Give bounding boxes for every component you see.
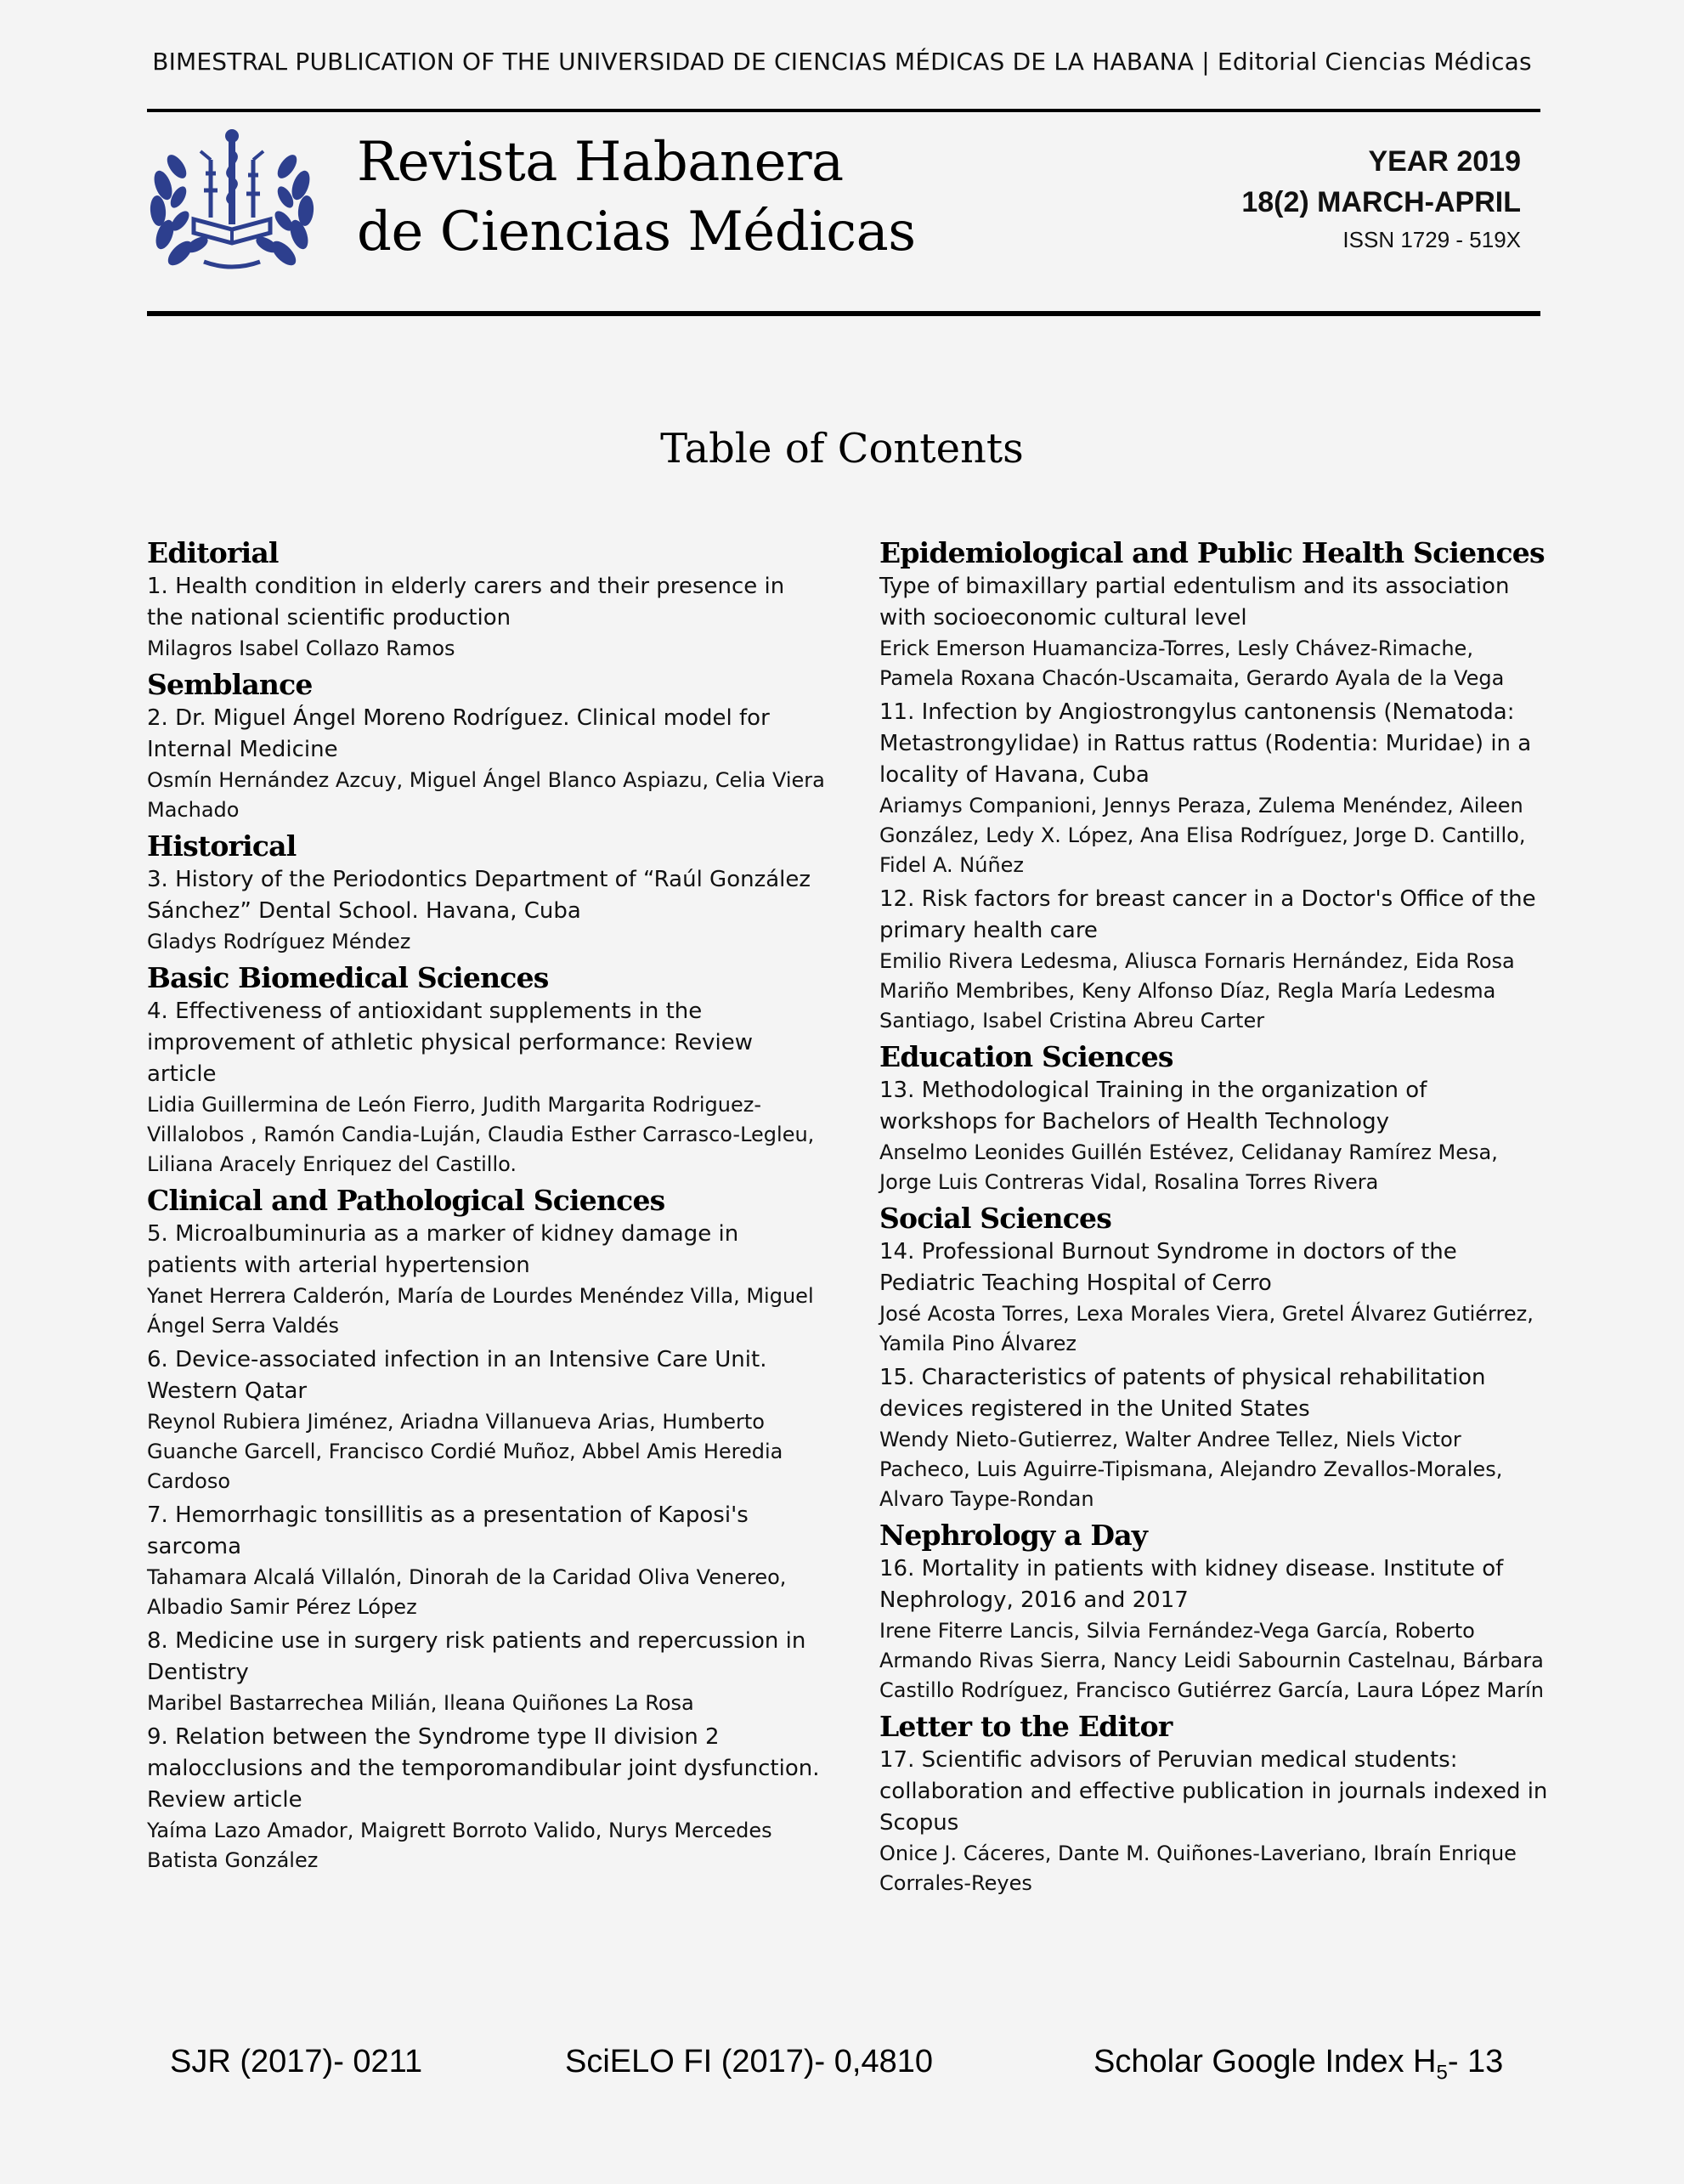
article-entry[interactable]	[147, 571, 827, 664]
article-authors: Wendy Nieto-Gutierrez, Walter Andree Tellez, Niels Victor Pacheco, Luis Aguirre-Tipismana, Alejandro Zevallos-Morales, Alvaro Taype-Rondan	[879, 1428, 1503, 1511]
header-bottom-rule	[147, 311, 1540, 316]
issue-year: YEAR 2019	[1368, 145, 1521, 178]
article-title[interactable]: 2. Dr. Miguel Ángel Moreno Rodríguez. Clinical model for Internal Medicine	[147, 705, 770, 762]
article-entry[interactable]	[879, 1745, 1551, 1898]
scielo-metric: SciELO FI (2017)- 0,4810	[565, 2044, 933, 2079]
article-entry[interactable]	[147, 1626, 827, 1718]
article-entry[interactable]	[879, 571, 1551, 693]
article-authors: Onice J. Cáceres, Dante M. Quiñones-Laveriano, Ibraín Enrique Corrales-Reyes	[879, 1842, 1517, 1895]
toc-left-column	[147, 535, 827, 1879]
section-education-sciences	[879, 1039, 1551, 1197]
section-heading: Semblance	[147, 668, 313, 701]
section-social-sciences	[879, 1201, 1551, 1514]
article-authors: Ariamys Companioni, Jennys Peraza, Zulema Menéndez, Aileen González, Ledy X. López, Ana Elisa Rodríguez, Jorge D. Cantillo, Fidel A. Núñez	[879, 794, 1526, 877]
scholar-subscript: 5	[1436, 2061, 1448, 2085]
section-epidemiological-public-health	[879, 535, 1551, 1036]
article-title[interactable]: 16. Mortality in patients with kidney disease. Institute of Nephrology, 2016 and 2017	[879, 1556, 1504, 1613]
article-entry[interactable]	[879, 697, 1551, 880]
article-authors: Tahamara Alcalá Villalón, Dinorah de la Caridad Oliva Venereo, Albadio Samir Pérez López	[147, 1565, 787, 1619]
article-authors: José Acosta Torres, Lexa Morales Viera, Gretel Álvarez Gutiérrez, Yamila Pino Álvarez	[879, 1302, 1534, 1355]
article-title[interactable]: 5. Microalbuminuria as a marker of kidney damage in patients with arterial hypertension	[147, 1221, 739, 1278]
article-entry[interactable]	[147, 1500, 827, 1622]
section-heading: Basic Biomedical Sciences	[147, 961, 549, 994]
journal-masthead	[357, 127, 916, 267]
issue-volume: 18(2) MARCH-APRIL	[1241, 186, 1521, 218]
article-authors: Osmín Hernández Azcuy, Miguel Ángel Blanco Aspiazu, Celia Viera Machado	[147, 768, 825, 822]
section-clinical-pathological-sciences	[147, 1183, 827, 1876]
publication-banner: BIMESTRAL PUBLICATION OF THE UNIVERSIDAD DE CIENCIAS MÉDICAS DE LA HABANA | Editorial Ciencias Médicas	[152, 48, 1532, 76]
article-title[interactable]: 3. History of the Periodontics Department of “Raúl González Sánchez” Dental School. Havana, Cuba	[147, 867, 811, 924]
section-editorial	[147, 535, 827, 664]
issn-number: ISSN 1729 - 519X	[1342, 227, 1521, 252]
article-authors: Anselmo Leonides Guillén Estévez, Celidanay Ramírez Mesa, Jorge Luis Contreras Vidal, Rosalina Torres Rivera	[879, 1140, 1498, 1194]
article-authors: Reynol Rubiera Jiménez, Ariadna Villanueva Arias, Humberto Guanche Garcell, Francisco Cordié Muñoz, Abbel Amis Heredia Cardoso	[147, 1410, 783, 1493]
article-entry[interactable]	[879, 1075, 1551, 1197]
section-heading: Editorial	[147, 536, 279, 569]
article-entry[interactable]	[879, 1236, 1551, 1359]
article-title[interactable]: 6. Device-associated infection in an Intensive Care Unit. Western Qatar	[147, 1347, 767, 1404]
article-title[interactable]: 9. Relation between the Syndrome type II division 2 malocclusions and the temporomandibular joint dysfunction. Review article	[147, 1724, 820, 1813]
article-authors: Erick Emerson Huamanciza-Torres, Lesly Chávez-Rimache, Pamela Roxana Chacón-Uscamaita, Gerardo Ayala de la Vega	[879, 637, 1505, 690]
article-authors: Gladys Rodríguez Méndez	[147, 930, 411, 953]
toc-right-column	[879, 535, 1551, 1902]
section-heading: Historical	[147, 829, 297, 863]
article-title[interactable]: 15. Characteristics of patents of physical rehabilitation devices registered in the United States	[879, 1365, 1486, 1422]
article-title[interactable]: 12. Risk factors for breast cancer in a Doctor's Office of the primary health care	[879, 886, 1536, 943]
article-entry[interactable]	[879, 1553, 1551, 1706]
section-heading: Education Sciences	[879, 1040, 1173, 1073]
article-authors: Yanet Herrera Calderón, María de Lourdes Menéndez Villa, Miguel Ángel Serra Valdés	[147, 1284, 814, 1338]
journal-title-line2: de Ciencias Médicas	[357, 201, 916, 263]
article-entry[interactable]	[147, 1344, 827, 1497]
article-authors: Yaíma Lazo Amador, Maigrett Borroto Valido, Nurys Mercedes Batista González	[147, 1819, 772, 1872]
article-title[interactable]: Type of bimaxillary partial edentulism and its association with socioeconomic cultural level	[879, 574, 1510, 631]
sjr-metric: SJR (2017)- 0211	[170, 2044, 423, 2079]
article-authors: Milagros Isabel Collazo Ramos	[147, 637, 455, 660]
section-heading: Social Sciences	[879, 1202, 1111, 1235]
header-top-rule	[147, 109, 1540, 112]
article-entry[interactable]	[147, 1722, 827, 1876]
scholar-suffix: - 13	[1447, 2044, 1504, 2079]
section-heading: Letter to the Editor	[879, 1710, 1173, 1743]
article-title[interactable]: 7. Hemorrhagic tonsillitis as a presentation of Kaposi's sarcoma	[147, 1502, 749, 1559]
journal-title-line1: Revista Habanera	[357, 131, 844, 194]
article-title[interactable]: 17. Scientific advisors of Peruvian medical students: collaboration and effective publication in journals indexed in Scopus	[879, 1747, 1548, 1836]
article-entry[interactable]	[879, 1362, 1551, 1514]
seal-with-laurel-wreath-icon	[144, 126, 319, 272]
article-entry[interactable]	[147, 996, 827, 1180]
article-authors: Emilio Rivera Ledesma, Aliusca Fornaris Hernández, Eida Rosa Mariño Membribes, Keny Alfonso Díaz, Regla María Ledesma Santiago, Isabel Cristina Abreu Carter	[879, 949, 1515, 1033]
section-heading: Nephrology a Day	[879, 1519, 1148, 1552]
article-title[interactable]: 13. Methodological Training in the organization of workshops for Bachelors of Health Technology	[879, 1078, 1427, 1134]
article-title[interactable]: 11. Infection by Angiostrongylus cantonensis (Nematoda: Metastrongylidae) in Rattus rattus (Rodentia: Muridae) in a locality of Havana, Cuba	[879, 699, 1532, 788]
scholar-prefix: Scholar Google Index H	[1093, 2044, 1437, 2079]
article-title[interactable]: 8. Medicine use in surgery risk patients and repercussion in Dentistry	[147, 1628, 806, 1685]
article-authors: Irene Fiterre Lancis, Silvia Fernández-Vega García, Roberto Armando Rivas Sierra, Nancy Leidi Sabournin Castelnau, Bárbara Castillo Rodríguez, Francisco Gutiérrez García, Laura López Marín	[879, 1619, 1544, 1702]
section-historical	[147, 829, 827, 957]
section-semblance	[147, 667, 827, 825]
section-heading: Clinical and Pathological Sciences	[147, 1184, 665, 1217]
article-authors: Lidia Guillermina de León Fierro, Judith Margarita Rodriguez-Villalobos , Ramón Candia-Luján, Claudia Esther Carrasco-Legleu, Liliana Aracely Enriquez del Castillo.	[147, 1093, 815, 1176]
section-nephrology-a-day	[879, 1518, 1551, 1706]
article-title[interactable]: 4. Effectiveness of antioxidant supplements in the improvement of athletic physical performance: Review article	[147, 999, 754, 1087]
article-title[interactable]: 14. Professional Burnout Syndrome in doctors of the Pediatric Teaching Hospital of Cerro	[879, 1239, 1457, 1296]
article-entry[interactable]	[147, 1219, 827, 1341]
article-entry[interactable]	[147, 864, 827, 957]
article-entry[interactable]	[879, 884, 1551, 1036]
section-heading: Epidemiological and Public Health Sciences	[879, 536, 1545, 569]
article-authors: Maribel Bastarrechea Milián, Ileana Quiñones La Rosa	[147, 1691, 694, 1715]
toc-title: Table of Contents	[660, 425, 1024, 472]
article-entry[interactable]	[147, 703, 827, 825]
article-title[interactable]: 1. Health condition in elderly carers and their presence in the national scientific production	[147, 574, 785, 631]
section-basic-biomedical-sciences	[147, 960, 827, 1180]
section-letter-to-the-editor	[879, 1709, 1551, 1898]
issue-info	[1241, 141, 1521, 257]
scholar-google-metric	[1093, 2044, 1503, 2085]
